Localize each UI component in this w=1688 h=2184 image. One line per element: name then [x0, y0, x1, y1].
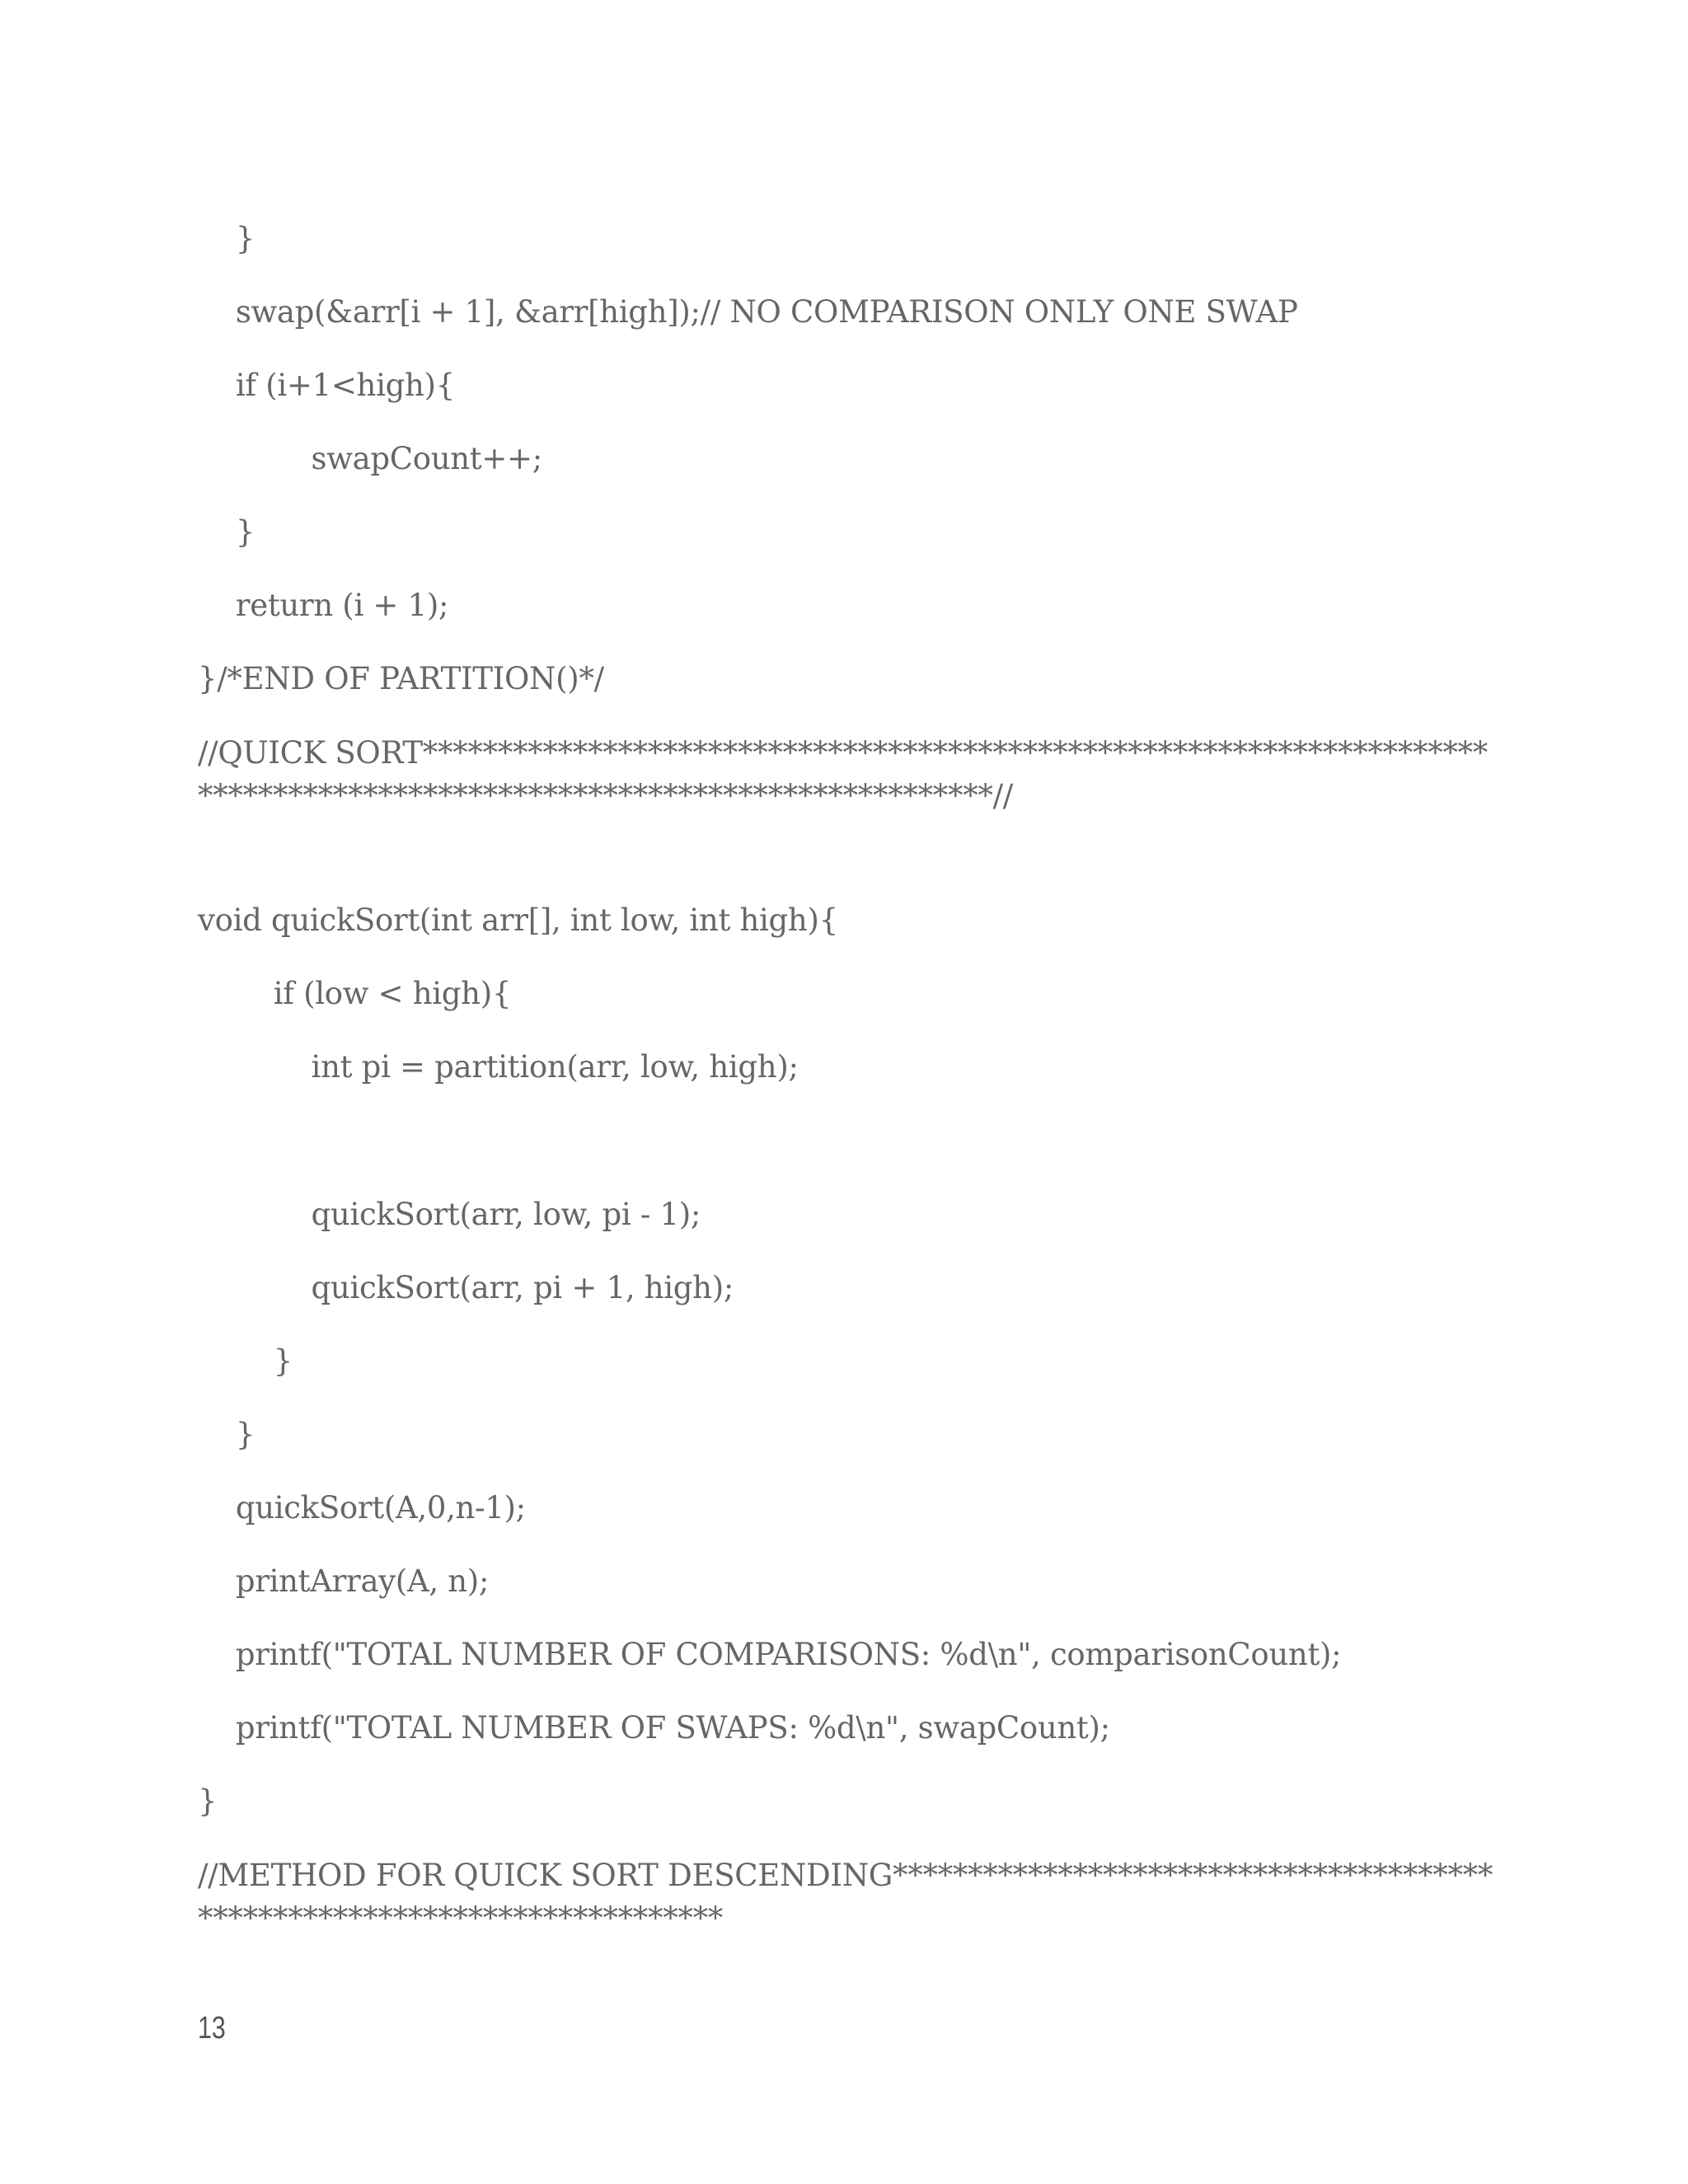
code-line: if (low < high){ — [198, 976, 512, 1011]
code-line: } — [198, 1343, 293, 1379]
code-line: void quickSort(int arr[], int low, int high){ — [198, 902, 838, 938]
code-line: printf("TOTAL NUMBER OF SWAPS: %d\n", swapCount); — [198, 1710, 1110, 1746]
code-comment-divider: //QUICK SORT****************************************************************************************************************************// — [198, 735, 1488, 813]
code-line: quickSort(arr, pi + 1, high); — [198, 1270, 734, 1305]
code-line: int pi = partition(arr, low, high); — [198, 1049, 799, 1085]
code-line: return (i + 1); — [198, 588, 449, 623]
page-number: 13 — [198, 2011, 226, 2046]
code-comment-divider: //METHOD FOR QUICK SORT DESCENDING*************************************************************************** — [198, 1858, 1493, 1936]
code-line: printArray(A, n); — [198, 1563, 490, 1599]
code-line: swap(&arr[i + 1], &arr[high]);// NO COMPARISON ONLY ONE SWAP — [198, 294, 1298, 330]
code-line: quickSort(A,0,n-1); — [198, 1490, 526, 1526]
code-line: } — [198, 1783, 218, 1819]
code-line: swapCount++; — [198, 441, 542, 476]
code-line: } — [198, 221, 256, 256]
code-line: } — [198, 514, 256, 550]
code-line: if (i+1<high){ — [198, 368, 455, 403]
code-line: printf("TOTAL NUMBER OF COMPARISONS: %d\n", comparisonCount); — [198, 1637, 1342, 1672]
code-line: } — [198, 1417, 256, 1452]
code-line: }/*END OF PARTITION()*/ — [198, 661, 604, 696]
code-line: quickSort(arr, low, pi - 1); — [198, 1197, 701, 1232]
